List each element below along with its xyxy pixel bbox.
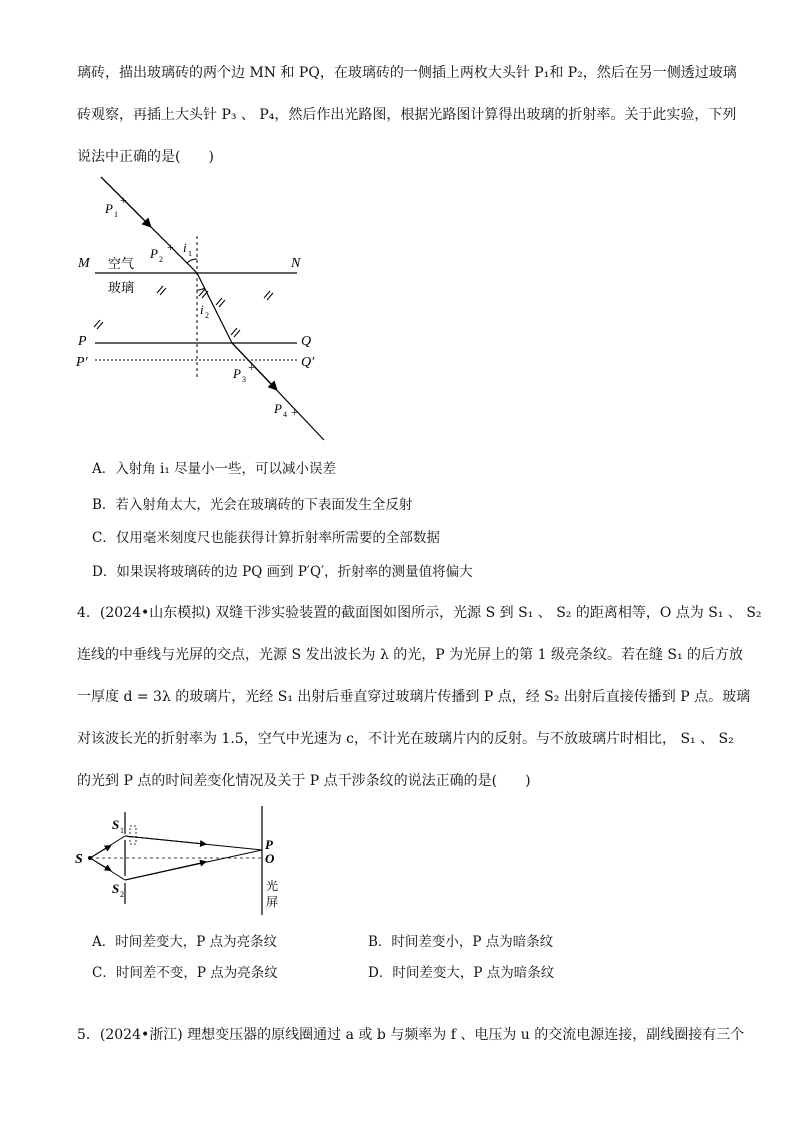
label-p1: P	[105, 201, 113, 216]
q4-line-3: 一厚度 d = 3λ 的玻璃片，光经 S₁ 出射后垂直穿过玻璃片传播到 P 点，经 S₂ 出射后直接传播到 P 点。玻璃	[77, 689, 751, 705]
glass-plate	[130, 826, 136, 844]
double-slit-figure	[70, 800, 290, 920]
label-p: P	[78, 334, 87, 349]
q4-option-c: C．时间差不变，P 点为亮条纹	[92, 965, 278, 981]
label-s2: S	[112, 881, 120, 896]
label-n: N	[291, 256, 301, 271]
q3-option-b: B．若入射角太大，光会在玻璃砖的下表面发生全反射	[92, 497, 413, 513]
glass-slab-figure	[70, 170, 340, 445]
label-p3: P	[233, 366, 241, 381]
q3-option-d: D．如果误将玻璃砖的边 PQ 画到 P′Q′，折射率的测量值将偏大	[92, 564, 473, 580]
svg-text:4: 4	[283, 410, 287, 419]
q3-option-a: A．入射角 i₁ 尽量小一些，可以减小误差	[92, 461, 337, 477]
label-p: P	[265, 837, 273, 852]
source-point	[88, 856, 92, 860]
label-q: Q	[301, 334, 312, 349]
q4-option-a: A．时间差变大，P 点为亮条纹	[92, 934, 278, 950]
label-p4: P	[274, 401, 282, 416]
svg-text:1: 1	[120, 826, 124, 835]
label-s: S	[75, 852, 83, 867]
pin-p4-mark: +	[291, 405, 298, 419]
label-air: 空气	[108, 256, 135, 271]
q4-line-4: 对该波长光的折射率为 1.5，空气中光速为 c，不计光在玻璃片内的反射。与不放玻璃片时相比， S₁ 、 S₂	[77, 731, 734, 747]
label-q-prime: Q′	[301, 355, 315, 370]
label-screen-2: 屏	[266, 895, 279, 909]
label-screen-1: 光	[266, 879, 279, 893]
q4-option-b: B．时间差变小，P 点为暗条纹	[368, 934, 554, 950]
svg-text:3: 3	[242, 375, 246, 384]
label-glass: 玻璃	[108, 280, 135, 295]
q4-line-1: 4．(2024•山东模拟) 双缝干涉实验装置的截面图如图所示，光源 S 到 S₁ 、 S₂ 的距离相等，O 点为 S₁ 、 S₂	[77, 605, 762, 621]
label-s1: S	[112, 817, 120, 832]
q3-line-1: 璃砖，描出玻璃砖的两个边 MN 和 PQ，在玻璃砖的一侧插上两枚大头针 P₁和 P₂，然后在另一侧透过玻璃	[77, 65, 737, 81]
label-i1: i	[183, 240, 187, 255]
label-p-prime: P′	[76, 355, 88, 370]
q3-option-c: C．仅用毫米刻度尺也能获得计算折射率所需要的全部数据	[92, 530, 440, 546]
q4-option-d: D．时间差变大，P 点为暗条纹	[368, 965, 555, 981]
q3-line-2: 砖观察，再插上大头针 P₃ 、 P₄，然后作出光路图，根据光路图计算得出玻璃的折射率。关于此实验，下列	[77, 107, 737, 123]
pin-p2-mark: +	[167, 240, 174, 254]
label-o: O	[265, 851, 275, 866]
pin-p1-mark: +	[120, 193, 127, 207]
q3-line-3: 说法中正确的是( )	[77, 149, 214, 165]
pin-p3-mark: +	[248, 360, 255, 374]
label-i2: i	[200, 302, 204, 317]
label-m: M	[78, 256, 90, 271]
svg-text:2: 2	[159, 255, 163, 264]
svg-text:1: 1	[114, 210, 118, 219]
svg-text:2: 2	[205, 311, 209, 320]
q4-line-2: 连线的中垂线与光屏的交点，光源 S 发出波长为 λ 的光，P 为光屏上的第 1 级亮条纹。若在缝 S₁ 的后方放	[77, 647, 744, 663]
q5-line-1: 5．(2024•浙江) 理想变压器的原线圈通过 a 或 b 与频率为 f 、电压为 u 的交流电源连接，副线圈接有三个	[77, 1027, 745, 1043]
q4-line-5: 的光到 P 点的时间差变化情况及关于 P 点干涉条纹的说法正确的是( )	[77, 773, 531, 789]
angle-i1-arc	[187, 259, 197, 263]
label-p2: P	[150, 246, 158, 261]
svg-text:1: 1	[188, 249, 192, 258]
svg-text:2: 2	[120, 890, 124, 899]
